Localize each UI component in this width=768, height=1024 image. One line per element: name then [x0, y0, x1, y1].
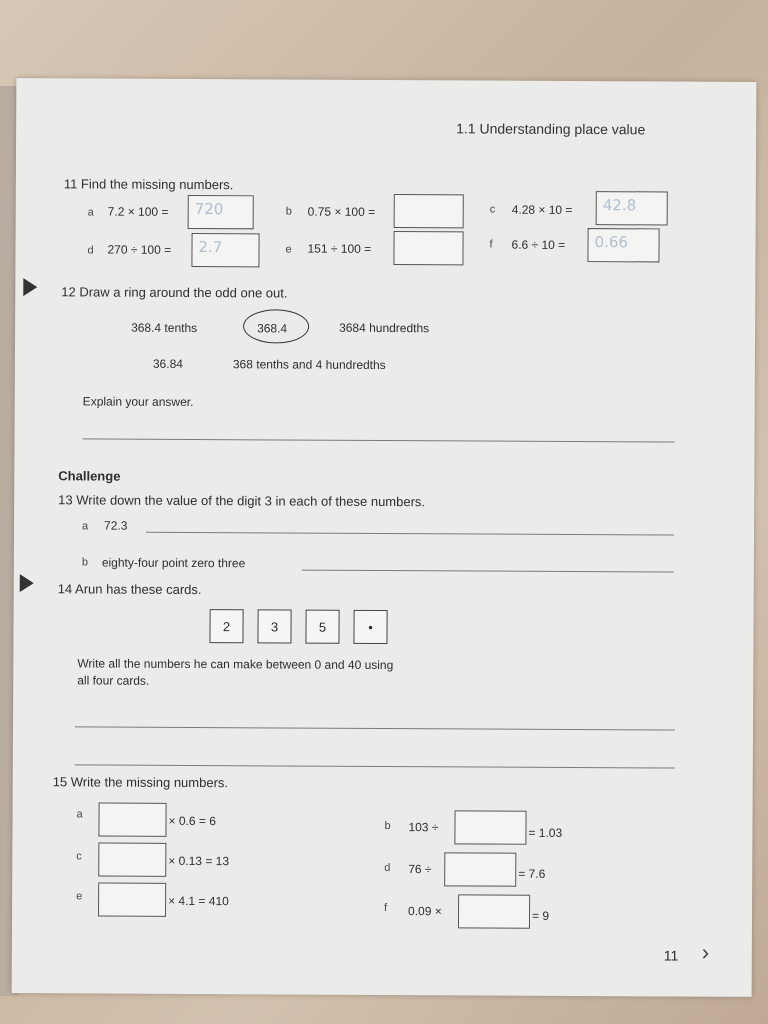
- q12-option-3[interactable]: 3684 hundredths: [339, 320, 430, 336]
- q15-letter-c: c: [76, 850, 82, 863]
- q15-letter-f: f: [384, 902, 388, 915]
- q11-answer-box-f[interactable]: [587, 228, 659, 262]
- q13-text-a: 72.3: [104, 518, 128, 533]
- q11-expr-c: 4.28 × 10 =: [511, 202, 573, 217]
- q13-label: 13 Write down the value of the digit 3 in each of these numbers.: [58, 492, 426, 510]
- card-5: 5: [305, 610, 339, 644]
- q15-letter-a: a: [76, 808, 83, 821]
- q15-after-c: × 0.13 = 13: [168, 853, 230, 869]
- q11-letter-f: f: [489, 238, 493, 251]
- q11-answer-c: 42.8: [602, 196, 637, 215]
- q15-letter-b: b: [384, 820, 391, 833]
- q11-expr-d: 270 ÷ 100 =: [107, 242, 172, 257]
- q13-answer-line-b[interactable]: [302, 570, 674, 573]
- card-2: 2: [209, 609, 243, 643]
- q11-answer-box-d[interactable]: [191, 233, 259, 267]
- q13-letter-a: a: [82, 520, 89, 533]
- q15-label: 15 Write the missing numbers.: [52, 774, 229, 791]
- q15-after-f: = 9: [531, 908, 550, 923]
- q14-answer-line-2[interactable]: [75, 764, 675, 768]
- q11-answer-f: 0.66: [594, 233, 629, 252]
- q11-expr-e: 151 ÷ 100 =: [307, 241, 372, 256]
- q12-explain: Explain your answer.: [82, 394, 194, 410]
- q15-box-e[interactable]: [98, 883, 166, 917]
- q13-letter-b: b: [81, 556, 89, 569]
- q14-prompt-line1: Write all the numbers he can make between 0 and 40 using: [77, 656, 394, 673]
- q15-box-a[interactable]: [98, 803, 166, 837]
- q11-expr-f: 6.6 ÷ 10 =: [511, 237, 566, 252]
- q14-label: 14 Arun has these cards.: [57, 581, 202, 598]
- q11-answer-d: 2.7: [198, 238, 223, 257]
- q15-before-b: 103 ÷: [408, 820, 439, 835]
- q15-after-d: = 7.6: [518, 866, 546, 881]
- q11-letter-a: a: [87, 206, 94, 219]
- q15-box-b[interactable]: [454, 810, 526, 844]
- q15-before-f: 0.09 ×: [408, 904, 442, 919]
- q11-answer-box-a[interactable]: [188, 195, 254, 229]
- q12-label: 12 Draw a ring around the odd one out.: [61, 284, 288, 301]
- q15-before-d: 76 ÷: [408, 862, 432, 877]
- q15-after-a: × 0.6 = 6: [168, 813, 216, 829]
- challenge-title: Challenge: [58, 468, 121, 484]
- q11-label: 11 Find the missing numbers.: [63, 176, 234, 193]
- q12-option-1[interactable]: 368.4 tenths: [131, 320, 198, 336]
- q14-answer-line-1[interactable]: [75, 726, 675, 730]
- q11-letter-b: b: [285, 205, 292, 218]
- q11-answer-box-e[interactable]: [393, 231, 463, 265]
- q11-answer-box-c[interactable]: [596, 191, 668, 225]
- tick-mark-icon: [23, 278, 37, 296]
- q11-letter-e: e: [285, 243, 292, 256]
- card-3: 3: [257, 609, 291, 643]
- q15-after-e: × 4.1 = 410: [168, 893, 229, 909]
- tick-mark-icon-2: [20, 574, 34, 592]
- q11-expr-b: 0.75 × 100 =: [307, 204, 376, 219]
- q15-letter-d: d: [384, 862, 391, 875]
- q13-text-b: eighty-four point zero three: [101, 555, 246, 571]
- q12-option-5[interactable]: 368 tenths and 4 hundredths: [232, 357, 386, 373]
- q12-option-2[interactable]: 368.4: [257, 321, 288, 336]
- q11-expr-a: 7.2 × 100 =: [107, 204, 169, 219]
- q13-answer-line-a[interactable]: [146, 532, 674, 536]
- chevron-right-icon[interactable]: ›: [701, 939, 710, 965]
- workbook-page: [12, 78, 757, 997]
- q12-option-4[interactable]: 36.84: [152, 356, 183, 371]
- q15-after-b: = 1.03: [528, 825, 563, 840]
- section-header: 1.1 Understanding place value: [456, 120, 646, 138]
- q11-letter-c: c: [489, 203, 496, 216]
- card-decimal-point: •: [353, 610, 387, 644]
- q15-letter-e: e: [76, 890, 83, 903]
- q12-answer-line[interactable]: [83, 438, 675, 442]
- q15-box-c[interactable]: [98, 843, 166, 877]
- page-number: 11: [663, 947, 679, 964]
- q14-prompt-line2: all four cards.: [77, 673, 150, 688]
- q15-box-d[interactable]: [444, 852, 516, 886]
- q11-answer-box-b[interactable]: [394, 194, 464, 228]
- q11-letter-d: d: [87, 244, 94, 257]
- q11-answer-a: 720: [194, 200, 224, 219]
- q15-box-f[interactable]: [458, 894, 530, 928]
